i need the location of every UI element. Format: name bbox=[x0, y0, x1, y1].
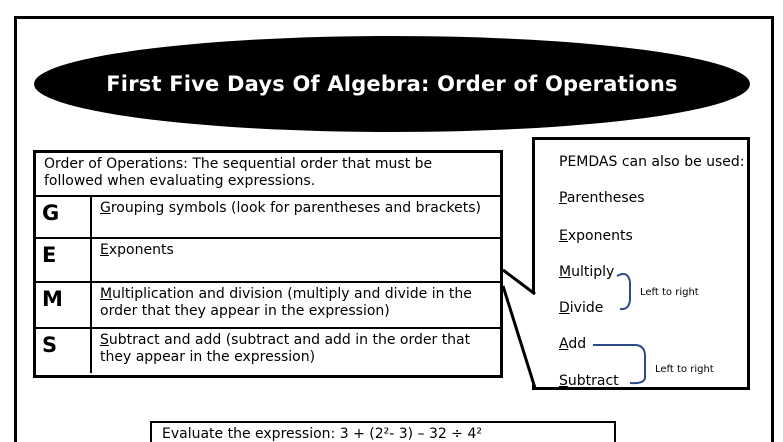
pemdas-title: PEMDAS can also be used: bbox=[559, 154, 745, 170]
order-of-operations-table bbox=[33, 150, 503, 378]
step-description: Multiplication and division (multiply and divide in the order that they appear in the expression) bbox=[100, 286, 472, 319]
step-description: Subtract and add (subtract and add in the order that they appear in the expression) bbox=[100, 332, 471, 365]
table-row bbox=[36, 283, 500, 329]
table-row bbox=[36, 197, 500, 239]
pemdas-item-parentheses: Parentheses bbox=[559, 190, 645, 206]
table-row bbox=[36, 239, 500, 283]
pemdas-item-divide: Divide bbox=[559, 300, 604, 316]
left-to-right-note: Left to right bbox=[640, 287, 699, 298]
pemdas-callout bbox=[532, 137, 750, 390]
evaluate-prompt: Evaluate the expression: 3 + (2²- 3) – 32 ÷ 4² bbox=[150, 421, 616, 442]
pemdas-item-exponents: Exponents bbox=[559, 228, 633, 244]
table-row bbox=[36, 329, 500, 373]
step-letter: M bbox=[36, 283, 92, 327]
title-banner bbox=[34, 36, 750, 132]
page-title: First Five Days Of Algebra: Order of Operations bbox=[106, 72, 678, 96]
step-letter: S bbox=[36, 329, 92, 373]
pemdas-item-add: Add bbox=[559, 336, 587, 352]
left-to-right-note: Left to right bbox=[655, 364, 714, 375]
step-letter: E bbox=[36, 239, 92, 281]
step-description: Exponents bbox=[100, 242, 174, 258]
pemdas-item-subtract: Subtract bbox=[559, 373, 619, 389]
step-letter: G bbox=[36, 197, 92, 237]
step-description: Grouping symbols (look for parentheses and brackets) bbox=[100, 200, 481, 216]
definition-text: Order of Operations: The sequential order that must be followed when evaluating expressions. bbox=[36, 153, 500, 197]
pemdas-item-multiply: Multiply bbox=[559, 264, 615, 280]
